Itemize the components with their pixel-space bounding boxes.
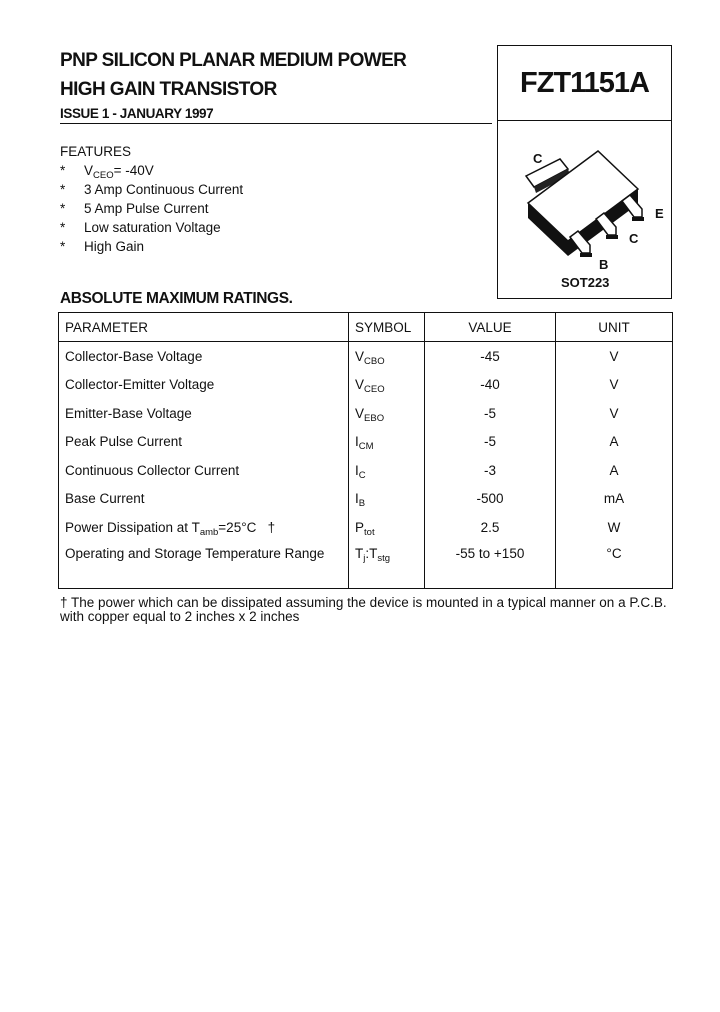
value-cell: -500 [425, 485, 556, 514]
feature-item [60, 239, 145, 258]
feature-text: 3 Amp Continuous Current [84, 182, 244, 197]
unit-cell: mA [556, 485, 673, 514]
value-cell: -5 [425, 428, 556, 457]
bullet: * [60, 220, 66, 235]
value-cell: -40 [425, 371, 556, 400]
footnote: † The power which can be dissipated assuming the device is mounted in a typical manner on a P.C.B. with copper equal to 2 inches x 2 inches [60, 595, 667, 624]
feature-text: 5 Amp Pulse Current [84, 201, 209, 216]
table-row [59, 428, 673, 457]
value-cell: -3 [425, 456, 556, 485]
package-box [497, 121, 672, 299]
feature-text: V [84, 163, 94, 178]
symbol-cell: $T_j:T_{stg}$ [349, 542, 425, 589]
unit-cell: A [556, 428, 673, 457]
parameter-cell: Continuous Collector Current [59, 456, 349, 485]
value-cell: -55 to +150 [425, 542, 556, 589]
features-heading: FEATURES [60, 144, 132, 159]
symbol-cell: $I_{CM}$ [349, 428, 425, 457]
column-header-value: VALUE [425, 313, 556, 342]
table-row [59, 399, 673, 428]
parameter-cell: Peak Pulse Current [59, 428, 349, 457]
feature-item [60, 163, 154, 182]
table-row [59, 456, 673, 485]
table-row [59, 342, 673, 371]
part-number: FZT1151A [520, 66, 649, 99]
feature-item [60, 201, 209, 220]
symbol-cell: $P_{tot}$ [349, 513, 425, 542]
issue-date: ISSUE 1 - JANUARY 1997 [60, 106, 214, 121]
pin-label-e: E [655, 206, 664, 221]
pin-label-c-tab: C [533, 151, 543, 166]
bullet: * [60, 201, 66, 216]
bullet: * [60, 182, 66, 197]
pin-label-b: B [599, 257, 609, 272]
value-cell: 2.5 [425, 513, 556, 542]
ratings-table [58, 312, 673, 589]
symbol-cell: $V_{CBO}$ [349, 342, 425, 371]
parameter-cell: Base Current [59, 485, 349, 514]
value-cell: -45 [425, 342, 556, 371]
sot223-package-icon [498, 121, 673, 299]
column-header-parameter: PARAMETER [59, 313, 349, 342]
feature-text: High Gain [84, 239, 145, 254]
issue-divider [60, 123, 492, 124]
feature-text: Low saturation Voltage [84, 220, 221, 235]
bullet: * [60, 163, 66, 178]
symbol-cell: $I_C$ [349, 456, 425, 485]
bullet: * [60, 239, 66, 254]
unit-cell: W [556, 513, 673, 542]
parameter-cell: Power Dissipation at $T_{amb}=25^\circ C$ † [59, 513, 349, 542]
symbol-cell: $I_B$ [349, 485, 425, 514]
unit-cell: V [556, 342, 673, 371]
pin-label-c: C [629, 231, 639, 246]
feature-text-rest: = -40V [113, 163, 154, 178]
package-name: SOT223 [561, 275, 610, 290]
column-header-symbol: SYMBOL [349, 313, 425, 342]
title-line-1: PNP SILICON PLANAR MEDIUM POWER [60, 50, 407, 71]
ratings-heading: ABSOLUTE MAXIMUM RATINGS. [60, 290, 293, 307]
title-line-2: HIGH GAIN TRANSISTOR [60, 79, 277, 100]
column-header-unit: UNIT [556, 313, 673, 342]
table-row [59, 513, 673, 542]
feature-item [60, 220, 221, 239]
table-row [59, 485, 673, 514]
feature-subscript: CEO [93, 170, 114, 181]
symbol-cell: $V_{CEO}$ [349, 371, 425, 400]
features-list [60, 144, 244, 258]
parameter-cell: Collector-Emitter Voltage [59, 371, 349, 400]
unit-cell: V [556, 371, 673, 400]
table-row [59, 542, 673, 589]
symbol-cell: $V_{EBO}$ [349, 399, 425, 428]
unit-cell: °C [556, 542, 673, 589]
unit-cell: A [556, 456, 673, 485]
unit-cell: V [556, 399, 673, 428]
parameter-cell: Emitter-Base Voltage [59, 399, 349, 428]
table-row [59, 371, 673, 400]
parameter-cell: Collector-Base Voltage [59, 342, 349, 371]
feature-item [60, 182, 244, 201]
table-header-row [59, 313, 673, 342]
parameter-cell: Operating and Storage Temperature Range [59, 542, 349, 589]
part-number-box [497, 45, 672, 121]
value-cell: -5 [425, 399, 556, 428]
